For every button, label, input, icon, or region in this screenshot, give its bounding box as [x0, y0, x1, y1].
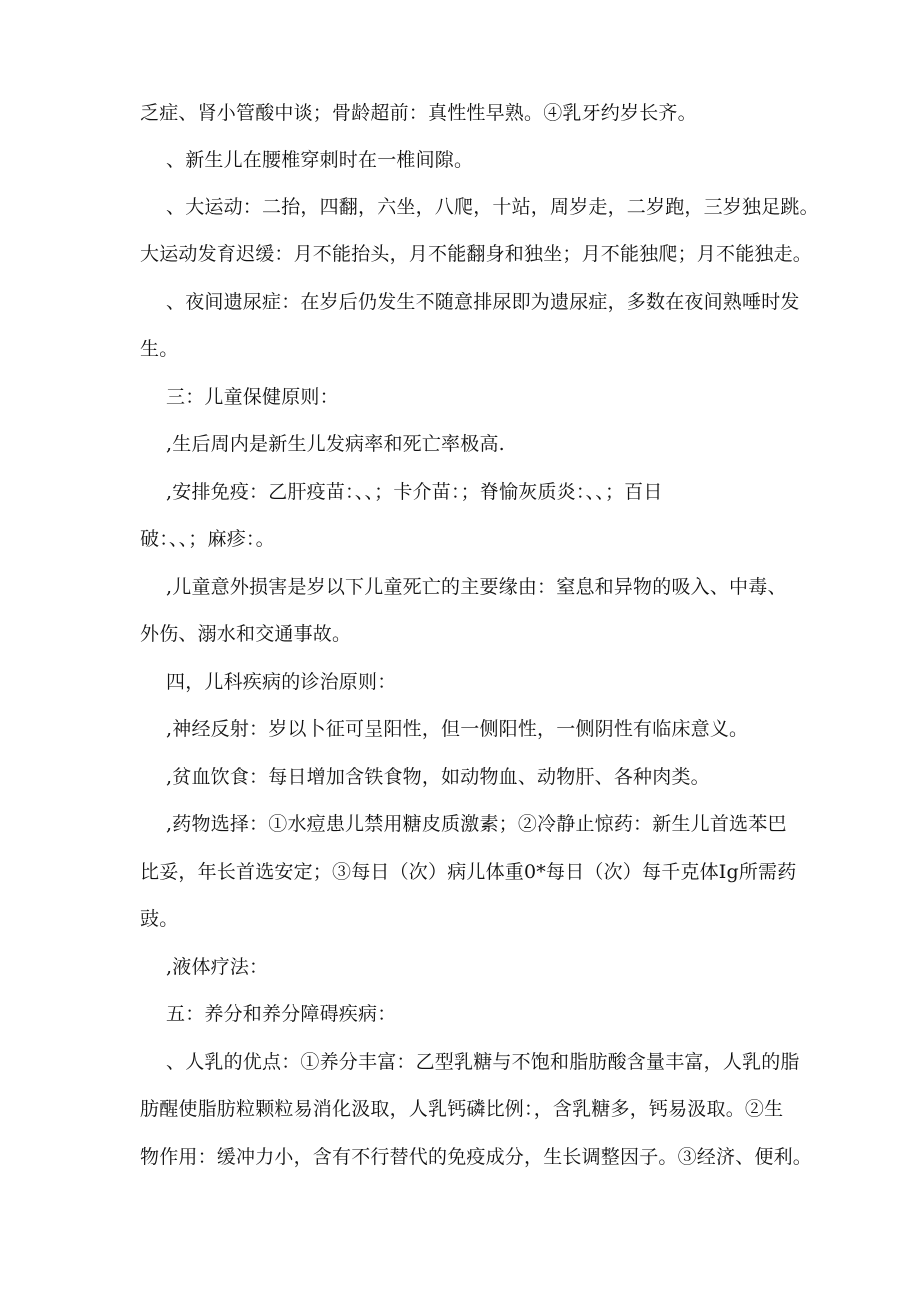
text-line: 、夜间遗尿症：在岁后仍发生不随意排尿即为遗尿症，多数在夜间熟唾时发: [166, 291, 800, 313]
section-heading: 四，儿科疾病的诊治原则：: [166, 671, 397, 693]
text-line: 、新生儿在腰椎穿刺时在一椎间隙。: [166, 149, 474, 171]
section-heading: 三：儿童保健原则：: [166, 386, 339, 408]
text-line: ,儿童意外损害是岁以下儿童死亡的主要缘由：窒息和异物的吸入、中毒、: [166, 576, 787, 598]
text-line: 、人乳的优点：①养分丰富：乙型乳糖与不饱和脂肪酸含量丰富，人乳的脂: [166, 1051, 800, 1073]
text-line: ,药物选择：①水痘患儿禁用糖皮质激素；②冷静止惊药：新生儿首选苯巴: [166, 813, 787, 835]
text-line: 物作用：缓冲力小，含有不行替代的免疫成分，生长调整因子。③经济、便利。: [140, 1146, 813, 1168]
text-line: 乏症、肾小管酸中谈；骨龄超前：真性性早熟。④乳牙约岁长齐。: [140, 102, 697, 124]
text-line: 肪醒使脂肪粒颗粒易消化汲取，人乳钙磷比例：，含乳糖多，钙易汲取。②生: [140, 1098, 784, 1120]
text-line: 比妥，年长首选安定；③每日（次）病儿体重0*每日（次）每千克体Ig所需药: [140, 861, 797, 883]
text-line: ,贫血饮食：每日增加含铁食物，如动物血、动物肝、各种肉类。: [166, 766, 710, 788]
text-line: ,安排免疫：乙肝疫苗：、、；卡介苗：；脊愉灰质炎：、、；百日: [166, 481, 663, 503]
text-line: 破：、、；麻疹：。: [140, 528, 275, 550]
text-line: 、大运动：二抬，四翻，六坐，八爬，十站，周岁走，二岁跑，三岁独足跳。: [166, 196, 819, 218]
text-line: ,神经反射：岁以卜征可呈阳性，但一侧阳性，一侧阴性有临床意义。: [166, 718, 749, 740]
text-line: 外伤、溺水和交通事故。: [140, 623, 352, 645]
text-line: ,液体疗法：: [166, 956, 269, 978]
text-line: 大运动发育迟缓：月不能抬头，月不能翻身和独坐；月不能独爬；月不能独走。: [140, 243, 813, 265]
text-line: ,生后周内是新生儿发病率和死亡率极高.: [166, 433, 505, 455]
section-heading: 五：养分和养分障碍疾病：: [166, 1003, 397, 1025]
text-line: 豉。: [140, 908, 179, 930]
text-line: 生。: [140, 338, 179, 360]
